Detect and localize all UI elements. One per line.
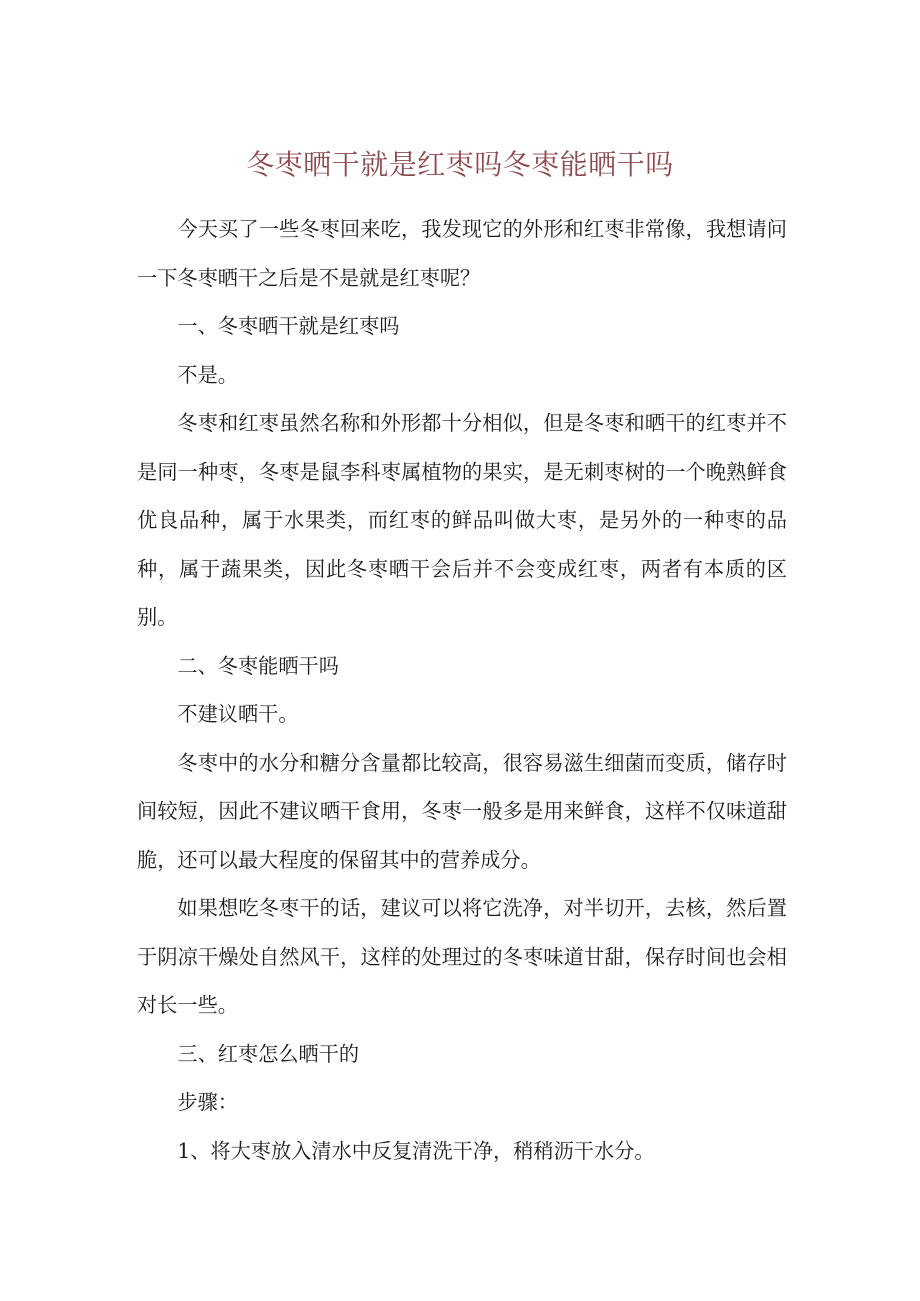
section-heading-2: 二、冬枣能晒干吗 [177, 653, 339, 678]
document-body [137, 205, 787, 1175]
body-paragraph: 如果想吃冬枣干的话，建议可以将它洗净，对半切开，去核，然后置于阴凉干燥处自然风干，这样的处理过的冬枣味道甘甜，保存时间也会相对长一些。 [137, 896, 787, 1017]
step-item: 1、将大枣放入清水中反复清洗干净，稍稍沥干水分。 [177, 1138, 655, 1163]
body-paragraph: 冬枣中的水分和糖分含量都比较高，很容易滋生细菌而变质，储存时间较短，因此不建议晒干食用，冬枣一般多是用来鲜食，这样不仅味道甜脆，还可以最大程度的保留其中的营养成分。 [137, 750, 787, 872]
section-heading-3: 三、红枣怎么晒干的 [177, 1041, 360, 1066]
answer-paragraph-2: 不建议晒干。 [177, 702, 299, 726]
intro-paragraph: 今天买了一些冬枣回来吃，我发现它的外形和红枣非常像，我想请问一下冬枣晒干之后是不是就是红枣呢？ [137, 217, 787, 290]
answer-paragraph-1: 不是。 [177, 362, 238, 387]
document-title: 冬枣晒干就是红枣吗冬枣能晒干吗 [246, 147, 674, 181]
body-paragraph: 冬枣和红枣虽然名称和外形都十分相似，但是冬枣和晒干的红枣并不是同一种枣，冬枣是鼠李科枣属植物的果实，是无刺枣树的一个晚熟鲜食优良品种，属于水果类，而红枣的鲜品叫做大枣，是另外的一种枣的品种，属于蔬果类，因此冬枣晒干会后并不会变成红枣，两者有本质的区别。 [137, 411, 787, 629]
section-heading-1: 一、冬枣晒干就是红枣吗 [177, 314, 400, 338]
steps-label: 步骤： [177, 1090, 238, 1114]
